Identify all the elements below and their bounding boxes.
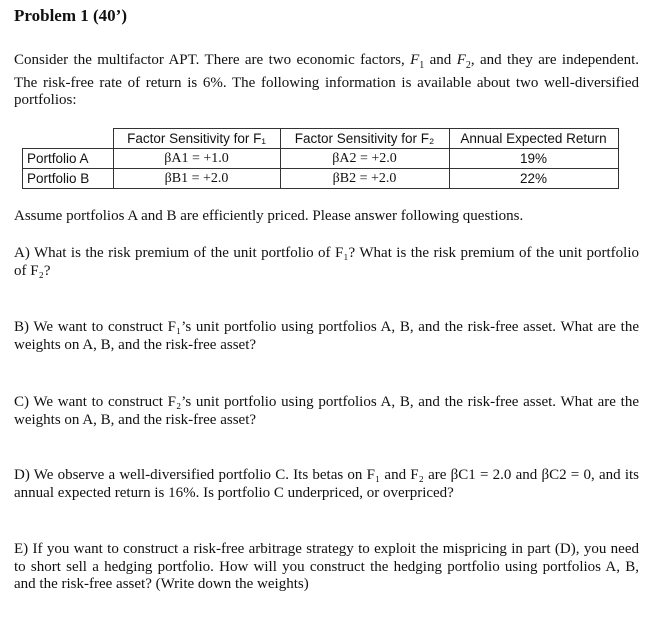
expected-return: 19% xyxy=(449,149,618,169)
portfolio-name: Portfolio B xyxy=(23,169,114,189)
header-factor1: Factor Sensitivity for F₁ xyxy=(113,129,280,149)
question-a: A) What is the risk premium of the unit portfolio of F₁? What is the risk premium of the unit portfolio of F₂? xyxy=(14,245,639,279)
beta-factor2: βB2 = +2.0 xyxy=(280,169,449,189)
portfolio-name: Portfolio A xyxy=(23,149,114,169)
beta-factor1: βA1 = +1.0 xyxy=(113,149,280,169)
table-row xyxy=(23,149,619,169)
question-d: D) We observe a well-diversified portfolio C. Its betas on F₁ and F₂ are βC1 = 2.0 and βC2 = 0, and its annual expected return is 16%. Is portfolio C underpriced, or overpriced? xyxy=(14,467,639,501)
portfolio-table xyxy=(22,128,619,189)
table-header-row xyxy=(23,129,619,149)
table-row xyxy=(23,169,619,189)
beta-factor2: βA2 = +2.0 xyxy=(280,149,449,169)
table-corner-cell xyxy=(23,129,114,149)
question-e: E) If you want to construct a risk-free arbitrage strategy to exploit the mispricing in part (D), you need to short sell a hedging portfolio. How will you construct the hedging portfolio using portfolios A, B, and the risk-free asset? (Write down the weights) xyxy=(14,541,639,592)
question-b: B) We want to construct F₁’s unit portfolio using portfolios A, B, and the risk-free asset. What are the weights on A, B, and the risk-free asset? xyxy=(14,319,639,353)
assumption-text: Assume portfolios A and B are efficiently priced. Please answer following questions. xyxy=(14,208,524,224)
problem-title: Problem 1 (40’) xyxy=(14,6,127,25)
header-factor2: Factor Sensitivity for F₂ xyxy=(280,129,449,149)
header-return: Annual Expected Return xyxy=(449,129,618,149)
intro-paragraph: Consider the multifactor APT. There are two economic factors, $F_1$ and $F_2$, and they are independent. The risk-free rate of return is 6%. The following information is available about two well-diversified portfolios: xyxy=(14,52,639,108)
beta-factor1: βB1 = +2.0 xyxy=(113,169,280,189)
question-c: C) We want to construct F₂’s unit portfolio using portfolios A, B, and the risk-free asset. What are the weights on A, B, and the risk-free asset? xyxy=(14,394,639,428)
expected-return: 22% xyxy=(449,169,618,189)
